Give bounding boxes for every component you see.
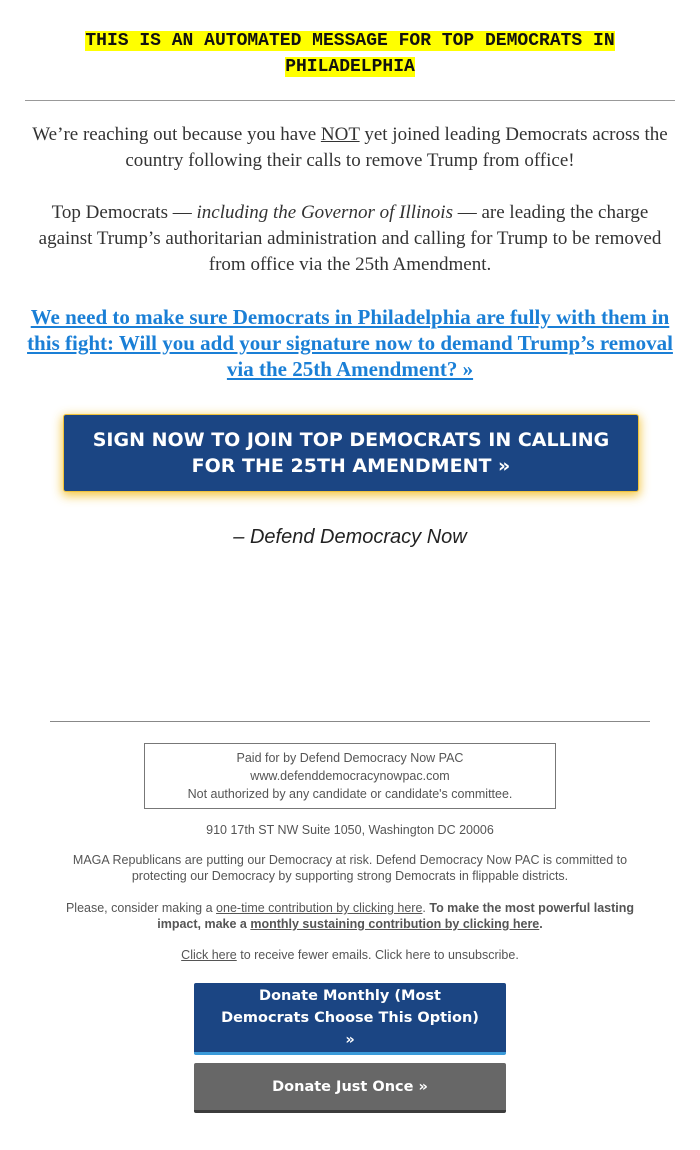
fewer-emails-link[interactable]: Click here — [181, 948, 237, 962]
governor-paragraph — [25, 200, 675, 278]
donate-once-button[interactable] — [194, 1063, 506, 1113]
sign-now-button[interactable] — [64, 415, 638, 491]
top-divider — [25, 100, 675, 101]
signature: – Defend Democracy Now — [233, 526, 467, 548]
paid-for-disclaimer — [144, 743, 556, 809]
one-time-contribution-link[interactable]: one-time contribution by clicking here — [216, 901, 423, 915]
intro-paragraph — [25, 122, 675, 174]
banner-text: THIS IS AN AUTOMATED MESSAGE FOR TOP DEMOCRATS IN PHILADELPHIA — [85, 31, 615, 77]
donate-once-label: Donate Just Once » — [272, 1078, 428, 1095]
donate-monthly-button[interactable] — [194, 983, 506, 1055]
intro-text-start: We’re reaching out because you have — [32, 124, 321, 145]
unsubscribe-text: to receive fewer emails. Click here to unsubscribe. — [236, 948, 519, 962]
automated-message-banner — [30, 28, 670, 80]
monthly-contribution-link[interactable]: monthly sustaining contribution by clicking here — [250, 917, 540, 931]
mailing-address: 910 17th ST NW Suite 1050, Washington DC 20006 — [206, 823, 494, 837]
governor-text-start: Top Democrats — — [51, 202, 197, 223]
signature-cta-link[interactable]: We need to make sure Democrats in Philadelphia are fully with them in this fight: Will you add your signature now to demand Trump’s removal via the 25th Amendment? » — [27, 305, 673, 381]
email-preferences — [50, 947, 650, 963]
contribution-text-start: Please, consider making a — [65, 901, 217, 915]
disclaimer-authorization: Not authorized by any candidate or candidate's committee. — [187, 787, 513, 801]
disclaimer-paid-for: Paid for by Defend Democracy Now PAC — [236, 751, 464, 765]
disclaimer-website: www.defenddemocracynowpac.com — [250, 769, 450, 783]
mission-statement: MAGA Republicans are putting our Democracy at risk. Defend Democracy Now PAC is committed to protecting our Democracy by supporting strong Democrats in flippable districts. — [72, 853, 628, 883]
intro-text-end: yet joined leading Democrats across the country following their calls to remove Trump from office! — [125, 124, 668, 171]
contribution-text-mid: . — [422, 901, 430, 915]
contribution-bold-end: . — [539, 917, 543, 931]
contribution-bold-text: To make the most powerful lasting impact, make a — [157, 901, 635, 931]
footer-divider — [50, 721, 650, 722]
governor-italic: including the Governor of Illinois — [196, 202, 453, 223]
intro-emphasis: NOT — [320, 124, 360, 145]
governor-text-end: — are leading the charge against Trump’s authoritarian administration and calling for Trump to be removed from office via the 25th Amendment. — [38, 202, 662, 275]
sign-now-button-label: SIGN NOW TO JOIN TOP DEMOCRATS IN CALLING FOR THE 25TH AMENDMENT » — [92, 429, 610, 477]
donate-monthly-label: Donate Monthly (Most Democrats Choose This Option) » — [221, 987, 479, 1048]
contribution-note — [50, 900, 650, 932]
